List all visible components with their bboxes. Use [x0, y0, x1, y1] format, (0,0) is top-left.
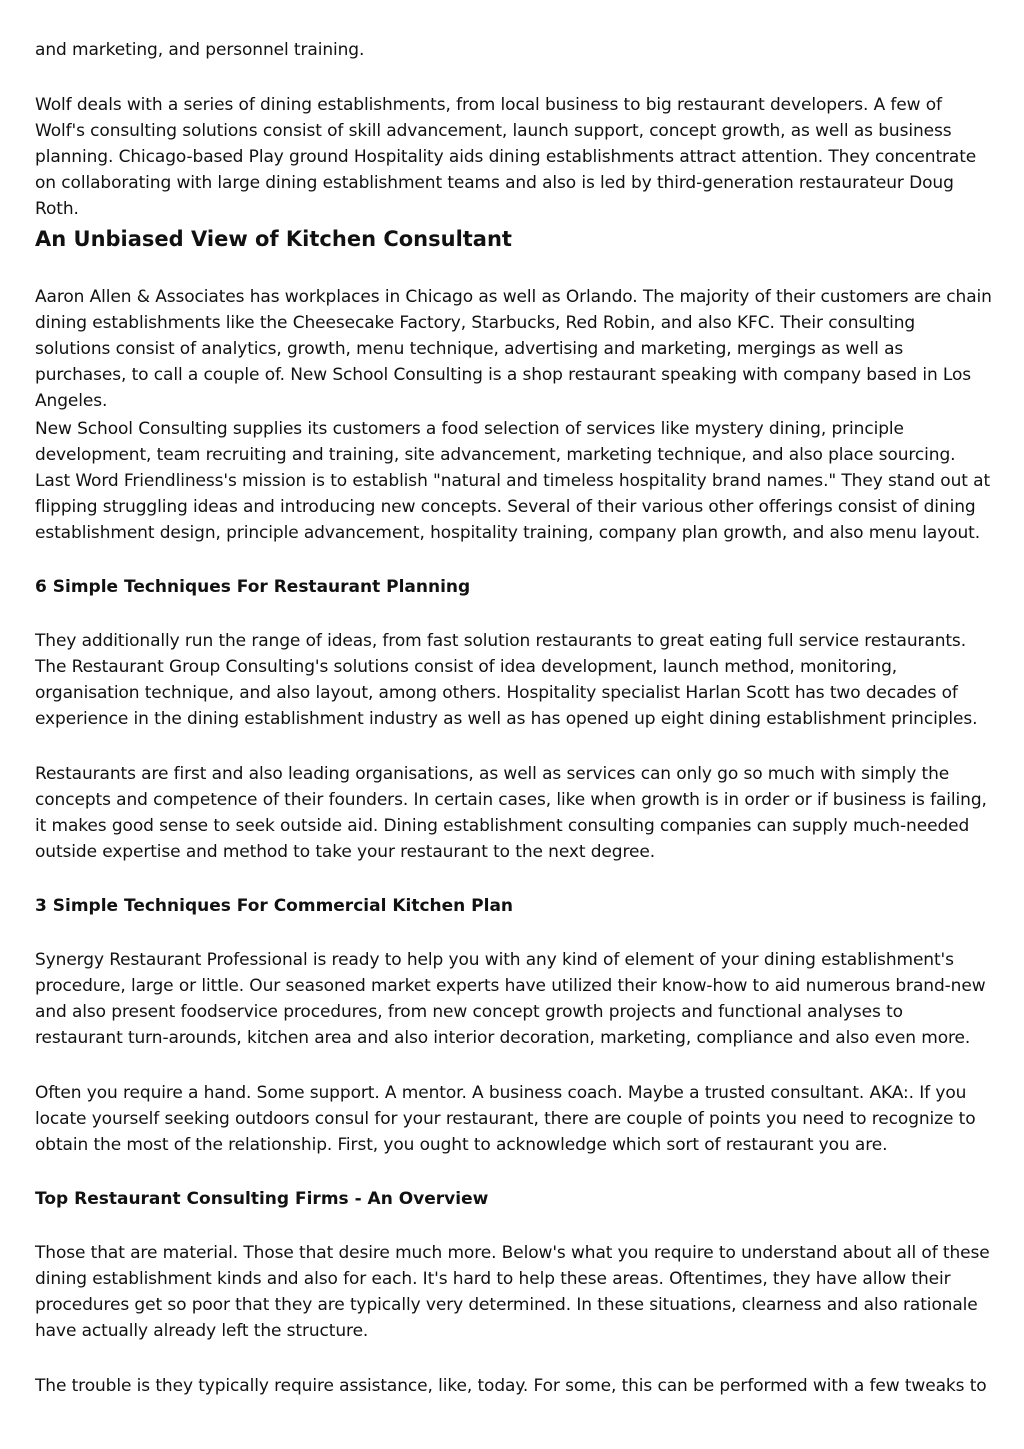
paragraph: Wolf deals with a series of dining establishments, from local business to big restaurant developers. A few of Wolf's consulting solutions consist of skill advancement, launch support, concept growth, as well as business planning. Chicago-based Play ground Hospitality aids dining establishments attract attention. They concentrate on collaborating with large dining establishment teams and also is led by third-generation restaurateur Doug Roth. — [35, 95, 977, 219]
paragraph: Often you require a hand. Some support. A mentor. A business coach. Maybe a trusted consultant. AKA:. If you locate yourself seeking outdoors consul for your restaurant, there are couple of points you need to recognize to obtain the most of the relationship. First, you ought to acknowledge which sort of restaurant you are. — [35, 1083, 976, 1155]
paragraph: The trouble is they typically require assistance, like, today. For some, this can be performed with a few tweaks to — [35, 1376, 987, 1396]
paragraph: Synergy Restaurant Professional is ready to help you with any kind of element of your dining establishment's procedure, large or little. Our seasoned market experts have utilized their know-how to aid numerous brand-new and also present foodservice procedures, from new concept growth projects and functional analyses to restaurant turn-arounds, kitchen area and also interior decoration, marketing, compliance and also even more. — [35, 950, 986, 1048]
paragraph: They additionally run the range of ideas, from fast solution restaurants to great eating full service restaurants. The Restaurant Group Consulting's solutions consist of idea development, launch method, monitoring, organisation technique, and also layout, among others. Hospitality specialist Harlan Scott has two decades of experience in the dining establishment industry as well as has opened up eight dining establishment principles. — [35, 631, 978, 729]
paragraph: and marketing, and personnel training. — [35, 40, 365, 60]
section-heading: An Unbiased View of Kitchen Consultant — [35, 227, 512, 251]
subsection-heading: Top Restaurant Consulting Firms - An Overview — [35, 1189, 489, 1209]
paragraph: Aaron Allen & Associates has workplaces in Chicago as well as Orlando. The majority of their customers are chain dining establishments like the Cheesecake Factory, Starbucks, Red Robin, and also KFC. Their consulting solutions consist of analytics, growth, menu technique, advertising and marketing, mergings as well as purchases, to call a couple of. New School Consulting is a shop restaurant speaking with company based in Los Angeles. — [35, 287, 992, 411]
paragraph: New School Consulting supplies its customers a food selection of services like mystery dining, principle development, team recruiting and training, site advancement, marketing technique, and also place sourcing. Last Word Friendliness's mission is to establish "natural and timeless hospitality brand names." They stand out at flipping struggling ideas and introducing new concepts. Several of their various other offerings consist of dining establishment design, principle advancement, hospitality training, company plan growth, and also menu layout. — [35, 419, 991, 543]
paragraph: Those that are material. Those that desire much more. Below's what you require to understand about all of these dining establishment kinds and also for each. It's hard to help these areas. Oftentimes, they have allow their procedures get so poor that they are typically very determined. In these situations, clearness and also rationale have actually already left the structure. — [35, 1243, 990, 1341]
subsection-heading: 6 Simple Techniques For Restaurant Planning — [35, 577, 471, 597]
paragraph: Restaurants are first and also leading organisations, as well as services can only go so much with simply the concepts and competence of their founders. In certain cases, like when growth is in order or if business is failing, it makes good sense to seek outside aid. Dining establishment consulting companies can supply much-needed outside expertise and method to take your restaurant to the next degree. — [35, 764, 987, 862]
subsection-heading: 3 Simple Techniques For Commercial Kitchen Plan — [35, 896, 514, 916]
